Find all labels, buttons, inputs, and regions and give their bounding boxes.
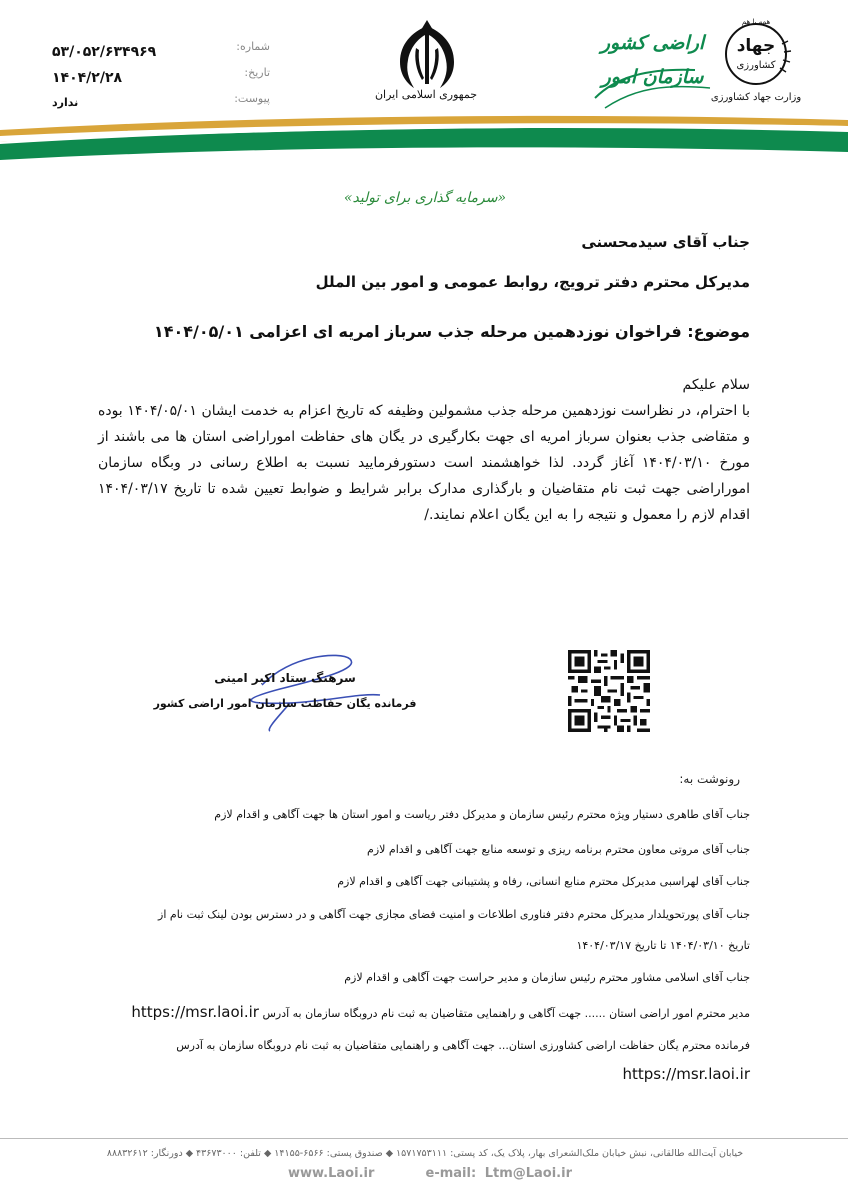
cc-link-line <box>90 1066 750 1084</box>
cc-item: تاریخ ۱۴۰۴/۰۳/۱۰ تا تاریخ ۱۴۰۴/۰۳/۱۷ <box>576 939 750 952</box>
jihad-top-text: همه با هم <box>741 18 771 26</box>
body-paragraph: با احترام، در نظراست نوزدهمین مرحله جذب مشمولین وظیفه که تاریخ اعزام به خدمت ایشان ۱۴۰۴/۰۵/۰۱ بوده و متقاضی جذب بعنوان سرباز امریه ای جهت بکارگیری در یگان های حفاظت اموراراضی استان ها می باشند از مورخ ۱۴۰۴/۰۳/۱۰ آغاز گردد. لذا خواهشمند است دستورفرمایید نسبت به اطلاع رسانی در وبگاه سازمان اموراراضی جهت ثبت نام متقاضیان و بارگذاری مدارک برابر شرایط و ضوابط تعیین شده تا تاریخ ۱۴۰۴/۰۳/۱۷ اقدام لازم را معمول و نتیجه را به این یگان اعلام نمایند./ <box>98 403 751 523</box>
cc-item: فرمانده محترم یگان حفاظت اراضی کشاورزی استان... جهت آگاهی و راهنمایی متقاضیان به ثبت نام دروبگاه سازمان به آدرس <box>176 1039 750 1052</box>
recipient-name: جناب آقای سیدمحسنی <box>581 233 750 251</box>
date-label: تاریخ: <box>244 66 270 79</box>
letter-date: ۱۴۰۴/۲/۲۸ <box>52 70 123 86</box>
jihad-name: جهاد <box>736 36 776 56</box>
signer-title: فرمانده یگان حفاظت سازمان امور اراضی کشور <box>153 697 417 710</box>
motto: «سرمایه گذاری برای تولید» <box>343 190 507 206</box>
org-logo-line2: سازمان امور <box>601 66 704 88</box>
cc-item: جناب آقای پورتحویلدار مدیرکل محترم دفتر فناوری اطلاعات و امنیت فضای مجازی جهت آگاهی و در دسترس بودن لینک ثبت نام از <box>158 908 750 921</box>
signature-icon <box>170 645 400 735</box>
number-label: شماره: <box>236 40 270 53</box>
footer-contacts <box>150 1166 710 1181</box>
cc-heading: رونوشت به: <box>679 772 740 786</box>
attachment-label: پیوست: <box>234 92 270 105</box>
qr-code-icon <box>568 650 650 732</box>
org-logo-line1: اراضی کشور <box>600 32 705 54</box>
letter-body <box>98 372 750 528</box>
cc-item: جناب آقای اسلامی مشاور محترم رئیس سازمان و مدیر حراست جهت آگاهی و اقدام لازم <box>344 971 750 984</box>
subject: موضوع: فراخوان نوزدهمین مرحله جذب سرباز امریه ای اعزامی ۱۴۰۴/۰۵/۰۱ <box>153 322 750 341</box>
footer-email[interactable]: e-mail: Ltm@Laoi.ir <box>425 1166 572 1181</box>
letter-attachment: ندارد <box>52 96 79 109</box>
cc-item-text: مدیر محترم امور اراضی استان ...... جهت آگاهی و راهنمایی متقاضیان به ثبت نام دروبگاه سازمان به آدرس <box>262 1007 750 1020</box>
org-logo <box>585 18 720 113</box>
footer-divider <box>0 1138 848 1139</box>
registration-link[interactable]: https://msr.laoi.ir <box>622 1065 750 1083</box>
cc-item: جناب آقای مروتی معاون محترم برنامه ریزی و توسعه منابع جهت آگاهی و اقدام لازم <box>367 843 750 856</box>
letter-number: ۵۳/۰۵۲/۶۳۴۹۶۹ <box>52 44 157 60</box>
greeting: سلام علیکم <box>682 377 750 393</box>
cc-item-with-link <box>90 1004 750 1022</box>
signer-name: سرهنگ ستاد اکبر امینی <box>214 671 356 685</box>
jihad-caption: وزارت جهاد کشاورزی <box>710 92 802 103</box>
recipient-title: مدیرکل محترم دفتر ترویج، روابط عمومی و امور بین الملل <box>315 273 750 291</box>
footer-website[interactable]: www.Laoi.ir <box>287 1166 375 1181</box>
cc-item: جناب آقای طاهری دستیار ویژه محترم رئیس سازمان و مدیرکل دفتر ریاست و امور استان ها جهت آگاهی و اقدام لازم <box>214 808 750 821</box>
jihad-sub: کشاورزی <box>736 60 776 71</box>
emblem-caption: جمهوری اسلامی ایران <box>374 88 478 101</box>
footer-address: خیابان آیت‌الله طالقانی، نبش خیابان ملک‌الشعرای بهار، پلاک یک، کد پستی: ۱۵۷۱۷۵۳۱۱۱ ◆ صندوق پستی: ۶۵۶۶-۱۴۱۵۵ ◆ تلفن: ۴۳۶۷۳۰۰۰ ◆ دورنگار: ۸۸۸۳۲۶۱۲ <box>106 1148 744 1159</box>
registration-link[interactable]: https://msr.laoi.ir <box>131 1003 259 1021</box>
header-band-icon <box>0 112 848 172</box>
cc-item: جناب آقای لهراسبی مدیرکل محترم منابع انسانی، رفاه و پشتیبانی جهت آگاهی و اقدام لازم <box>337 875 750 888</box>
